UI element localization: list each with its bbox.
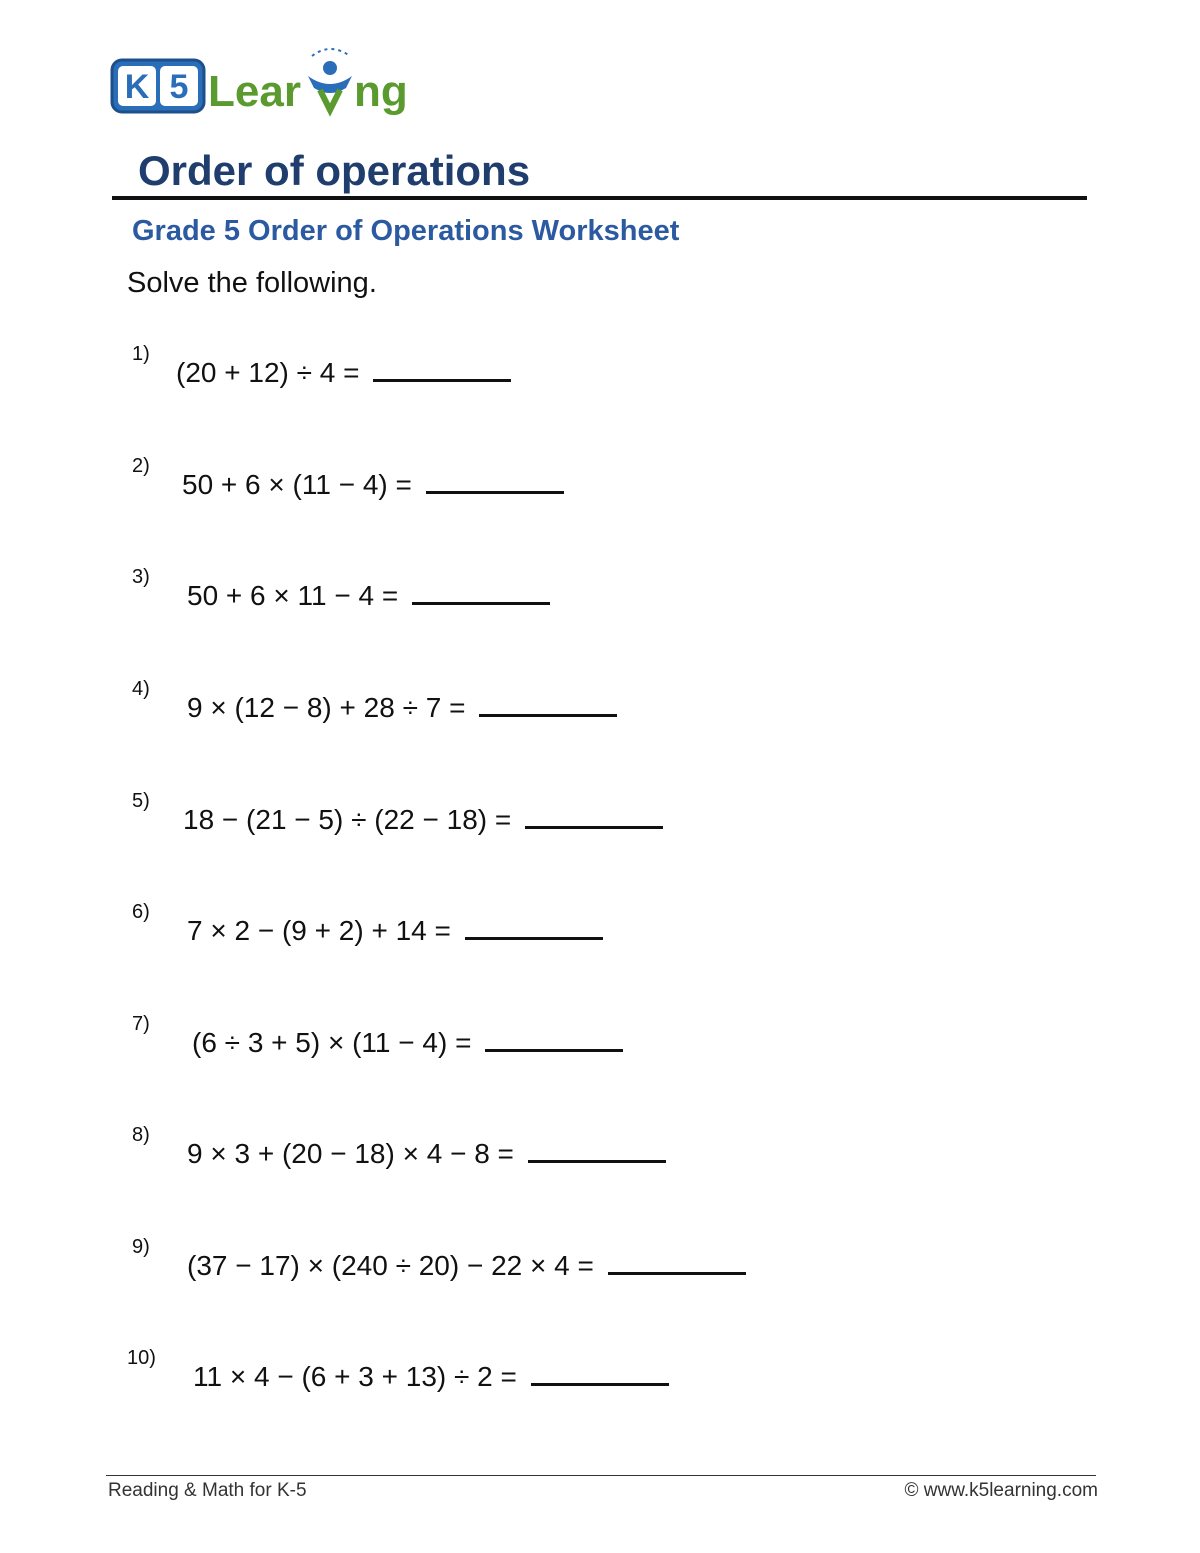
footer-website: © www.k5learning.com (904, 1480, 1098, 1501)
problem-2 (0, 455, 1200, 505)
problem-7 (0, 1013, 1200, 1063)
instructions: Solve the following. (127, 267, 377, 299)
problem-expression: 11 × 4 − (6 + 3 + 13) ÷ 2 = (193, 1361, 517, 1392)
problem-number: 8) (132, 1124, 150, 1146)
answer-blank[interactable] (479, 688, 617, 717)
answer-blank[interactable] (485, 1023, 623, 1052)
problem-5 (0, 790, 1200, 840)
problem-expression: 9 × 3 + (20 − 18) × 4 − 8 = (187, 1138, 514, 1169)
footer-divider (106, 1475, 1096, 1476)
answer-blank[interactable] (465, 911, 603, 940)
problem-expression: 50 + 6 × (11 − 4) = (182, 469, 412, 500)
problem-number: 2) (132, 455, 150, 477)
problem-8 (0, 1124, 1200, 1174)
worksheet-subtitle: Grade 5 Order of Operations Worksheet (132, 215, 680, 247)
problem-expression: (20 + 12) ÷ 4 = (176, 357, 360, 388)
problem-9 (0, 1236, 1200, 1286)
k5-learning-logo (108, 40, 418, 120)
problem-expression: (6 ÷ 3 + 5) × (11 − 4) = (192, 1027, 472, 1058)
answer-blank[interactable] (412, 576, 550, 605)
problem-expression: 9 × (12 − 8) + 28 ÷ 7 = (187, 692, 466, 723)
problem-number: 4) (132, 678, 150, 700)
answer-blank[interactable] (608, 1246, 746, 1275)
problem-number: 9) (132, 1236, 150, 1258)
footer-tagline: Reading & Math for K-5 (108, 1480, 307, 1501)
answer-blank[interactable] (373, 353, 511, 382)
problem-4 (0, 678, 1200, 728)
svg-text:Lear: Lear (208, 67, 301, 116)
problem-number: 3) (132, 566, 150, 588)
page-title: Order of operations (138, 147, 531, 194)
problem-expression: 50 + 6 × 11 − 4 = (187, 580, 399, 611)
answer-blank[interactable] (426, 465, 564, 494)
problem-number: 7) (132, 1013, 150, 1035)
svg-text:K: K (124, 68, 150, 106)
problem-expression: (37 − 17) × (240 ÷ 20) − 22 × 4 = (187, 1250, 594, 1281)
problem-10 (0, 1347, 1200, 1397)
svg-text:ng: ng (354, 67, 408, 116)
problem-1 (0, 343, 1200, 393)
answer-blank[interactable] (531, 1357, 669, 1386)
problem-expression: 18 − (21 − 5) ÷ (22 − 18) = (183, 804, 512, 835)
answer-blank[interactable] (528, 1134, 666, 1163)
problem-expression: 7 × 2 − (9 + 2) + 14 = (187, 915, 451, 946)
answer-blank[interactable] (525, 800, 663, 829)
problem-number: 1) (132, 343, 150, 365)
problem-number: 5) (132, 790, 150, 812)
problem-number: 6) (132, 901, 150, 923)
title-divider (112, 196, 1087, 200)
problem-6 (0, 901, 1200, 951)
svg-text:5: 5 (169, 68, 189, 106)
problem-3 (0, 566, 1200, 616)
problem-number: 10) (127, 1347, 156, 1369)
